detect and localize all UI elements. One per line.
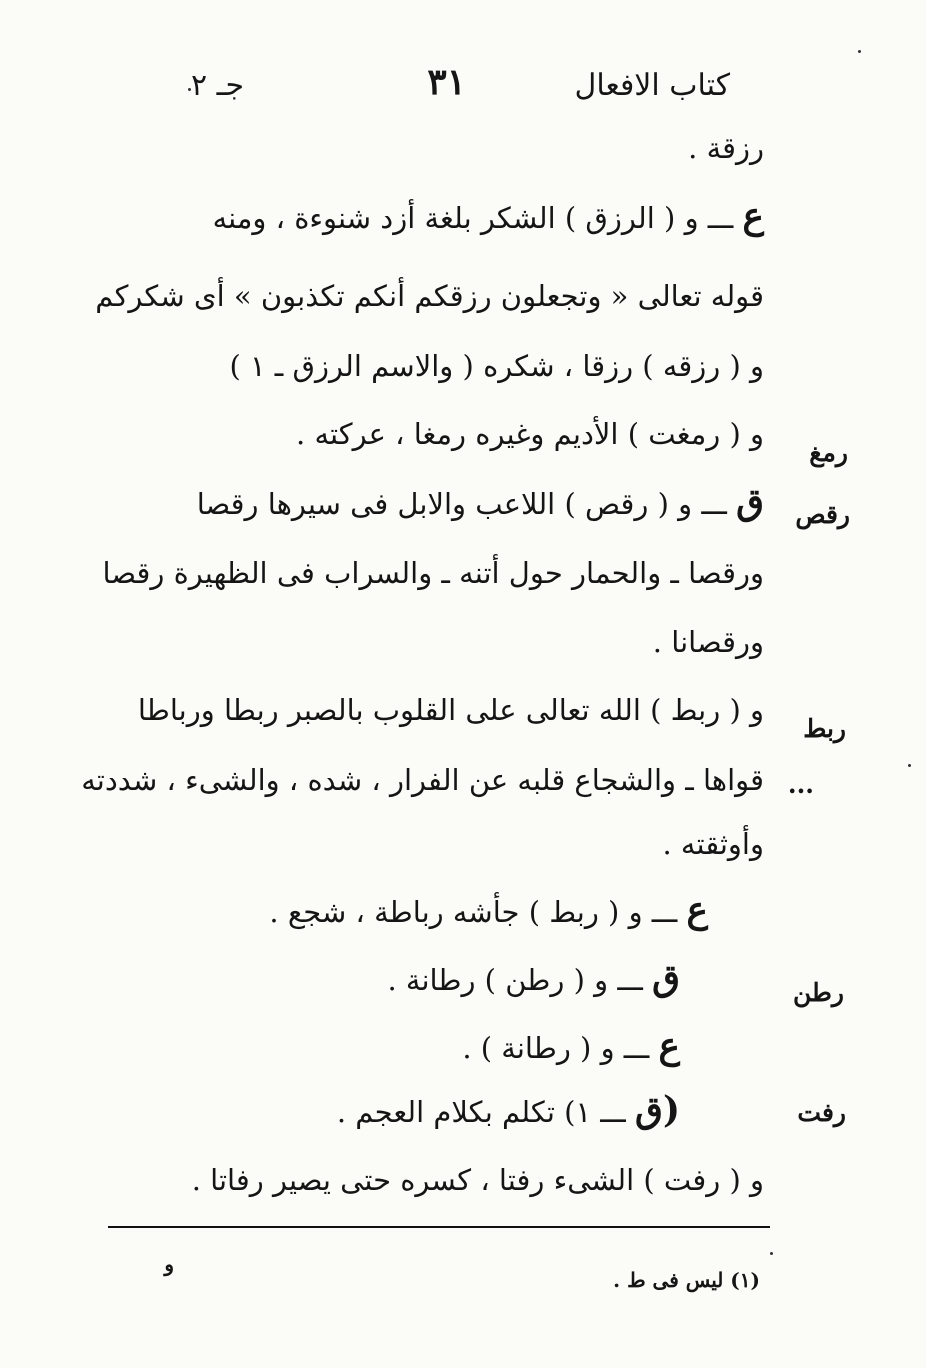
scan-speck — [770, 1252, 773, 1255]
text-line-3: قوله تعالى « وتجعلون رزقكم أنكم تكذبون » أى شكركم — [95, 279, 764, 313]
margin-root-rafat: رفت — [797, 1098, 846, 1127]
source-marker: ق — [736, 481, 764, 523]
volume-marker: جـ ٢ — [191, 68, 244, 103]
margin-root-ratan: رطن — [792, 978, 844, 1007]
line-text: ـــ و ( الرزق ) الشكر بلغة أزد شنوءة ، ومنه — [212, 201, 734, 235]
text-line-9: و ( ربط ) الله تعالى على القلوب بالصبر ربطا ورباطا — [137, 693, 764, 727]
text-line-5: و ( رمغت ) الأديم وغيره رمغا ، عركته . — [296, 417, 764, 451]
source-marker: ق — [652, 957, 680, 999]
line-text: ـــ و ( رطانة ) . — [462, 1031, 650, 1065]
line-text: ـــ ١) تكلم بكلام العجم . — [336, 1095, 626, 1129]
text-line-16: و ( رفت ) الشىء رفتا ، كسره حتى يصير رفاتا . — [191, 1163, 764, 1197]
text-line-1: رزقة . — [688, 131, 764, 165]
source-marker: ع — [686, 889, 708, 931]
text-line-8: ورقصانا . — [652, 625, 764, 659]
margin-root-raqas: رقص — [795, 500, 850, 529]
line-text: ـــ و ( رطن ) رطانة . — [387, 963, 643, 997]
scan-speck — [908, 764, 911, 767]
source-marker: ع — [658, 1025, 680, 1067]
source-marker: ع — [742, 195, 764, 237]
line-text: ـــ و ( رقص ) اللاعب والابل فى سيرها رقصا — [196, 487, 727, 521]
page-number: ٣١ — [427, 61, 466, 103]
text-line-4: و ( رزقه ) رزقا ، شكره ( والاسم الرزق ـ ١ ) — [229, 349, 764, 383]
book-title: كتاب الافعال — [574, 68, 730, 103]
line-text: ـــ و ( ربط ) جأشه رباطة ، شجع . — [269, 895, 678, 929]
text-line-15 — [337, 1090, 680, 1132]
catchword: و — [164, 1252, 174, 1276]
text-line-10: قواها ـ والشجاع قلبه عن الفرار ، شده ، والشىء ، شددته — [81, 763, 764, 797]
source-marker: (ق — [635, 1089, 680, 1131]
scan-speck — [858, 50, 861, 53]
text-line-6 — [197, 482, 764, 524]
margin-root-rabat: ربط — [803, 714, 846, 743]
footnote-text: (١) ليس فى ط . — [613, 1268, 760, 1292]
margin-root-ramagh: رمغ — [809, 438, 848, 467]
text-line-11: وأوثقته . — [662, 827, 764, 861]
footnote-rule — [108, 1226, 770, 1228]
scan-speck — [188, 88, 191, 91]
text-line-13 — [387, 958, 680, 1000]
margin-dots: ... — [787, 770, 814, 799]
text-line-2 — [213, 196, 764, 238]
text-line-7: ورقصا ـ والحمار حول أتنه ـ والسراب فى الظهيرة رقصا — [102, 556, 764, 590]
text-line-14 — [462, 1026, 680, 1068]
text-line-12 — [269, 890, 708, 932]
